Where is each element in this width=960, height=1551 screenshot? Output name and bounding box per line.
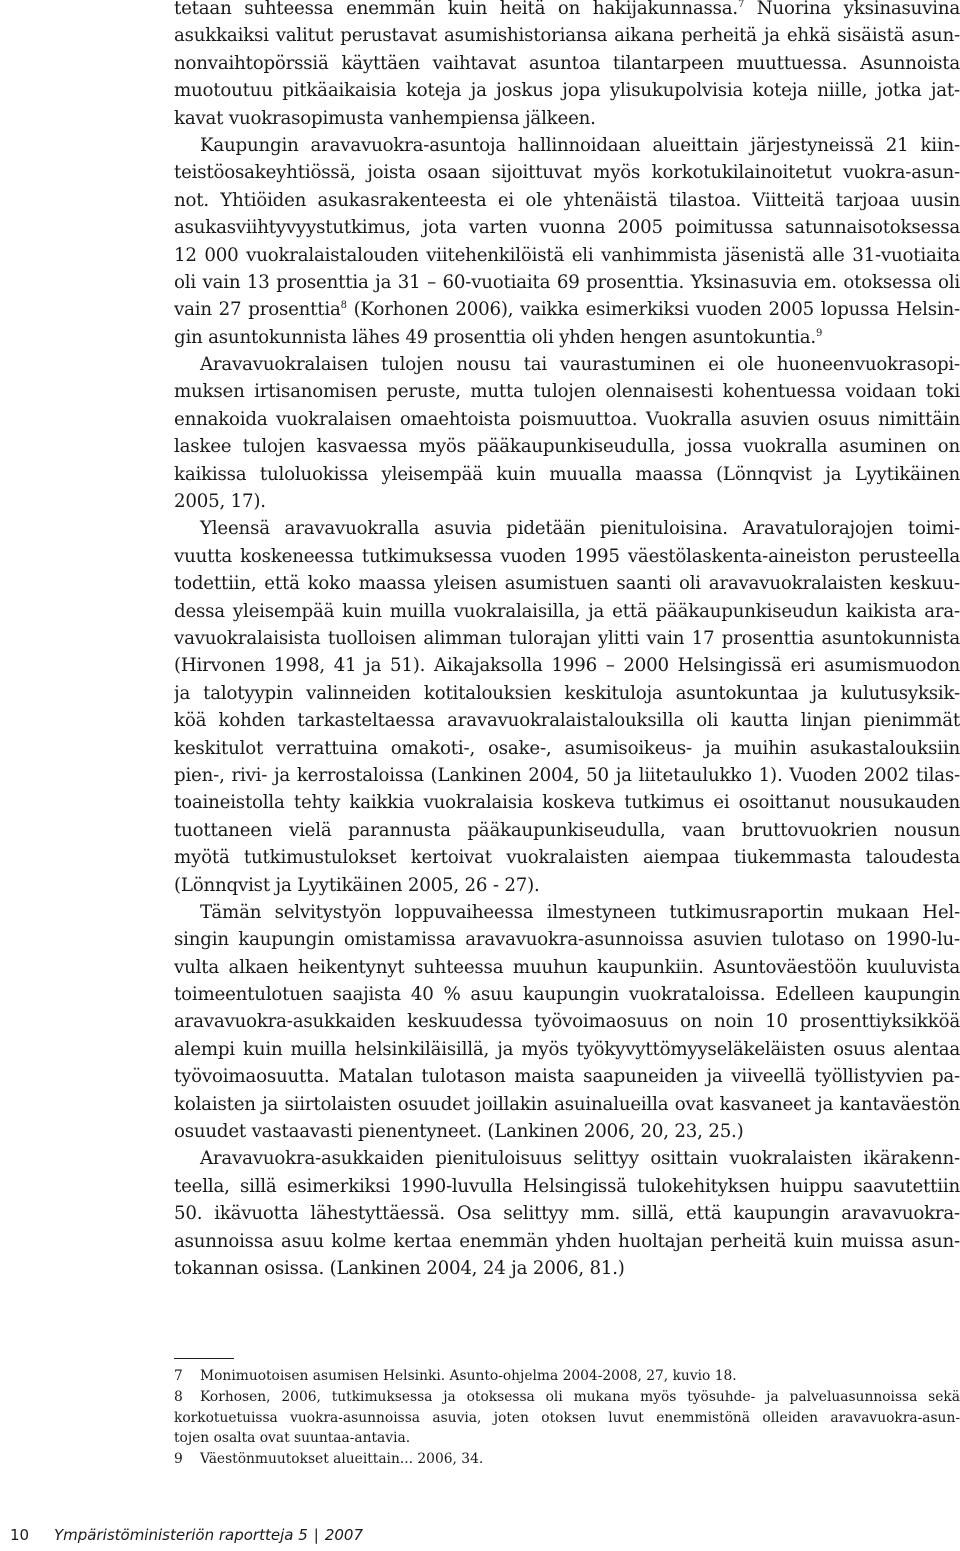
text-line <box>174 1063 960 1090</box>
text-line <box>174 735 960 762</box>
footnote-number: 9 <box>174 1451 183 1468</box>
text-line <box>174 378 960 405</box>
text-line <box>174 1228 960 1255</box>
text-line <box>174 1145 960 1172</box>
footnote-line <box>174 1408 960 1429</box>
line-text: not. Yhtiöiden asukasrakenteesta ei ole yhtenäistä tilastoa. Viitteitä tarjoaa uusin <box>174 189 960 211</box>
text-line <box>174 1036 960 1063</box>
line-text: aravavuokra-asukkaiden keskuudessa työvoimaosuus on noin 10 prosenttiyksikköä <box>174 1011 960 1033</box>
text-line <box>174 1091 960 1118</box>
text-line <box>174 1173 960 1200</box>
text-line <box>174 981 960 1008</box>
publication-year: 2007 <box>324 1526 363 1544</box>
publication-title <box>54 1526 363 1544</box>
text-line <box>174 132 960 159</box>
text-line <box>174 50 960 77</box>
text-line <box>174 22 960 49</box>
line-text: toaineistolla tehty kaikkia vuokralaisia koskeva tutkimus ei osoittanut nousukauden <box>174 792 960 814</box>
text-line <box>174 269 960 296</box>
line-text: asunnoissa asuu kolme kertaa enemmän yhden huoltajan perheitä kuin muissa asun- <box>174 1230 960 1252</box>
text-line <box>174 1200 960 1227</box>
line-text: työvoimaosuutta. Matalan tulotason maista saapuneiden ja viiveellä työllistyvien pa- <box>174 1066 960 1088</box>
text-line <box>174 488 960 515</box>
footnote-marker: 7 <box>737 0 745 10</box>
text-line <box>174 680 960 707</box>
line-text: tuottaneen vielä parannusta pääkaupunkiseudulla, vaan bruttovuokrien nousun <box>174 819 960 841</box>
footer-separator: | <box>313 1526 319 1544</box>
body-text <box>174 0 960 1282</box>
footnote-marker: 8 <box>340 300 347 312</box>
line-text: Aravavuokralaisen tulojen nousu tai vaurastuminen ei ole huoneenvuokrasopi- <box>200 354 960 376</box>
text-line <box>174 461 960 488</box>
footnote-rule <box>174 1358 234 1359</box>
text-line <box>174 789 960 816</box>
line-text: toimeentulotuen saajista 40 % asuu kaupungin vuokrataloissa. Edelleen kaupungin <box>174 984 960 1006</box>
line-text: (Hirvonen 1998, 41 ja 51). Aikajaksolla 1996 – 2000 Helsingissä eri asumismuodon <box>174 655 960 677</box>
footnote-number: 8 <box>174 1388 183 1405</box>
footnotes <box>174 1366 960 1470</box>
line-text: köä kohden tarkasteltaessa aravavuokralaistalouksilla oli kautta linjan pienimmät <box>174 710 960 732</box>
line-text: ja talotyypin valinneiden kotitalouksien keskituloja asuntokuntaa ja kulutusyksik- <box>174 682 960 704</box>
line-text: alempi kuin muilla helsinkiläisillä, ja myös työkyvyttömyyseläkeläisten osuus alentaa <box>174 1038 960 1060</box>
text-line <box>174 77 960 104</box>
footnote-text: Väestönmuutokset alueittain... 2006, 34. <box>200 1451 484 1468</box>
line-text: (Lönnqvist ja Lyytikäinen 2005, 26 - 27). <box>174 874 540 896</box>
text-line <box>174 242 960 269</box>
line-text: keskitulot verrattuina omakoti-, osake-, asumisoikeus- ja muihin asukastalouksiin <box>174 737 960 759</box>
line-text: ennakoida vuokralaisen omaehtoista poismuuttoa. Vuokralla asuvien osuus nimittäin <box>174 408 960 430</box>
line-text: vavuokralaisista tuolloisen alimman tulorajan ylitti vain 17 prosenttia asuntokunnista <box>174 627 960 649</box>
footnote-text: korkotuetuissa vuokra-asunnoissa asuvia, joten otoksen luvut enemmistönä olleiden aravavuokra-asun- <box>174 1409 960 1426</box>
text-line <box>174 187 960 214</box>
line-text: vuutta koskeneessa tutkimuksessa vuoden 1995 väestölaskenta-aineiston perusteella <box>174 545 960 567</box>
line-text: muksen irtisanomisen peruste, mutta tulojen olennaisesti kohentuessa voidaan toki <box>174 381 960 403</box>
footnote-text: Korhosen, 2006, tutkimuksessa ja otoksessa oli mukana myös työsuhde- ja palveluasunnoissa sekä <box>200 1388 960 1405</box>
text-line <box>174 214 960 241</box>
line-text: asukasviihtyvyystutkimus, jota varten vuonna 2005 poimitussa satunnaisotoksessa <box>174 217 960 239</box>
text-line <box>174 433 960 460</box>
line-text: kolaisten ja siirtolaisten osuudet joillakin asuinalueilla ovat kasvaneet ja kantaväestön <box>174 1093 960 1115</box>
line-text: osuudet vastaavasti pienentyneet. (Lankinen 2006, 20, 23, 25.) <box>174 1121 744 1143</box>
line-text: asukkaiksi valitut perustavat asumishistoriansa aikana perheitä ja ehkä sisäistä asun- <box>174 25 960 47</box>
text-line <box>174 872 960 899</box>
line-text: laskee tulojen kasvaessa myös pääkaupunkiseudulla, jossa vuokralla asuminen on <box>174 436 960 458</box>
line-text: tokannan osissa. (Lankinen 2004, 24 ja 2006, 81.) <box>174 1257 625 1279</box>
line-text: vain 27 prosenttia <box>174 299 341 321</box>
text-line <box>174 707 960 734</box>
text-line <box>174 625 960 652</box>
line-text: vulta alkaen heikentynyt suhteessa muuhun kaupunkiin. Asuntoväestöön kuuluvista <box>174 956 960 978</box>
line-text: nonvaihtopörssiä käyttäen vaihtavat asuntoa tilantarpeen muuttuessa. Asunnoista <box>174 52 960 74</box>
footnote-line <box>174 1449 960 1470</box>
line-text: 50. ikävuotta lähestyttäessä. Osa selittyy mm. sillä, että kaupungin aravavuokra- <box>174 1203 960 1225</box>
line-text: 2005, 17). <box>174 491 266 513</box>
line-text: myötä tutkimustulokset kertoivat vuokralaisten aiempaa tiukemmasta taloudesta <box>174 847 960 869</box>
text-line <box>174 652 960 679</box>
line-text: Kaupungin aravavuokra-asuntoja hallinnoidaan alueittain järjestyneissä 21 kiin- <box>200 134 960 156</box>
line-text-continued: Nuorina yksinasuvina <box>744 0 960 19</box>
line-text: Tämän selvitystyön loppuvaiheessa ilmestyneen tutkimusraportin mukaan Hel- <box>200 901 960 923</box>
text-line <box>174 543 960 570</box>
line-text: tetaan suhteessa enemmän kuin heitä on hakijakunnassa. <box>174 0 738 19</box>
footnote-marker: 9 <box>816 327 823 339</box>
line-text: teella, sillä esimerkiksi 1990-luvulla Helsingissä tulokehityksen huippu saavutettiin <box>174 1175 960 1197</box>
line-text: oli vain 13 prosenttia ja 31 – 60-vuotiaita 69 prosenttia. Yksinasuvia em. otoksessa oli <box>174 271 960 293</box>
text-line <box>174 406 960 433</box>
text-line <box>174 1008 960 1035</box>
line-text: Aravavuokra-asukkaiden pienituloisuus selittyy osittain vuokralaisten ikärakenn- <box>200 1148 960 1170</box>
page-number: 10 <box>10 1526 30 1544</box>
text-line <box>174 570 960 597</box>
line-text: singin kaupungin omistamissa aravavuokra-asunnoissa asuvien tulotaso on 1990-lu- <box>174 929 960 951</box>
line-text: kavat vuokrasopimusta vanhempiensa jälkeen. <box>174 107 596 129</box>
text-line <box>174 954 960 981</box>
line-text: teistöosakeyhtiössä, joista osaan sijoittuvat myös korkotukilainoitetut vuokra-asun- <box>174 162 960 184</box>
text-line <box>174 899 960 926</box>
text-line <box>174 159 960 186</box>
text-line <box>174 1255 960 1282</box>
text-line <box>174 105 960 132</box>
footnote-number: 7 <box>174 1368 183 1384</box>
text-line <box>174 926 960 953</box>
text-line <box>174 324 960 351</box>
text-line <box>174 817 960 844</box>
text-line <box>174 844 960 871</box>
line-text: dessa yleisempää kuin muilla vuokralaisilla, ja että pääkaupunkiseudun kaikista ara- <box>174 600 960 622</box>
text-line <box>174 0 960 22</box>
line-text: gin asuntokunnista lähes 49 prosenttia oli yhden hengen asuntokuntia. <box>174 326 816 348</box>
footnote-line <box>174 1428 960 1449</box>
publication-name: Ympäristöministeriön raportteja 5 <box>54 1526 308 1544</box>
text-line <box>174 1118 960 1145</box>
text-line <box>174 762 960 789</box>
line-text: Yleensä aravavuokralla asuvia pidetään pienituloisina. Aravatulorajojen toimi- <box>200 518 960 540</box>
line-text: muotoutuu pitkäaikaisia koteja ja joskus jopa ylisukupolvisia koteja niille, jotka jat- <box>174 80 960 102</box>
line-text-continued: (Korhonen 2006), vaikka esimerkiksi vuoden 2005 lopussa Helsin- <box>346 299 960 321</box>
footnote-line <box>174 1366 960 1387</box>
page-footer <box>10 1525 363 1545</box>
line-text: todettiin, että koko maassa yleisen asumistuen saanti oli aravavuokralaisten keskuu- <box>174 573 960 595</box>
line-text: 12 000 vuokralaistalouden viitehenkilöistä eli vanhimmista jäsenistä alle 31-vuotiaita <box>174 244 960 266</box>
line-text: pien-, rivi- ja kerrostaloissa (Lankinen 2004, 50 ja liitetaulukko 1). Vuoden 2002 tilas- <box>174 764 960 786</box>
text-line <box>174 296 960 323</box>
footnote-text: Monimuotoisen asumisen Helsinki. Asunto-ohjelma 2004-2008, 27, kuvio 18. <box>200 1368 737 1384</box>
text-line <box>174 598 960 625</box>
text-line <box>174 351 960 378</box>
footnote-text: tojen osalta ovat suuntaa-antavia. <box>174 1430 411 1447</box>
line-text: kaikissa tuloluokissa yleisempää kuin muualla maassa (Lönnqvist ja Lyytikäinen <box>174 463 960 485</box>
text-line <box>174 515 960 542</box>
footnote-line <box>174 1387 960 1408</box>
